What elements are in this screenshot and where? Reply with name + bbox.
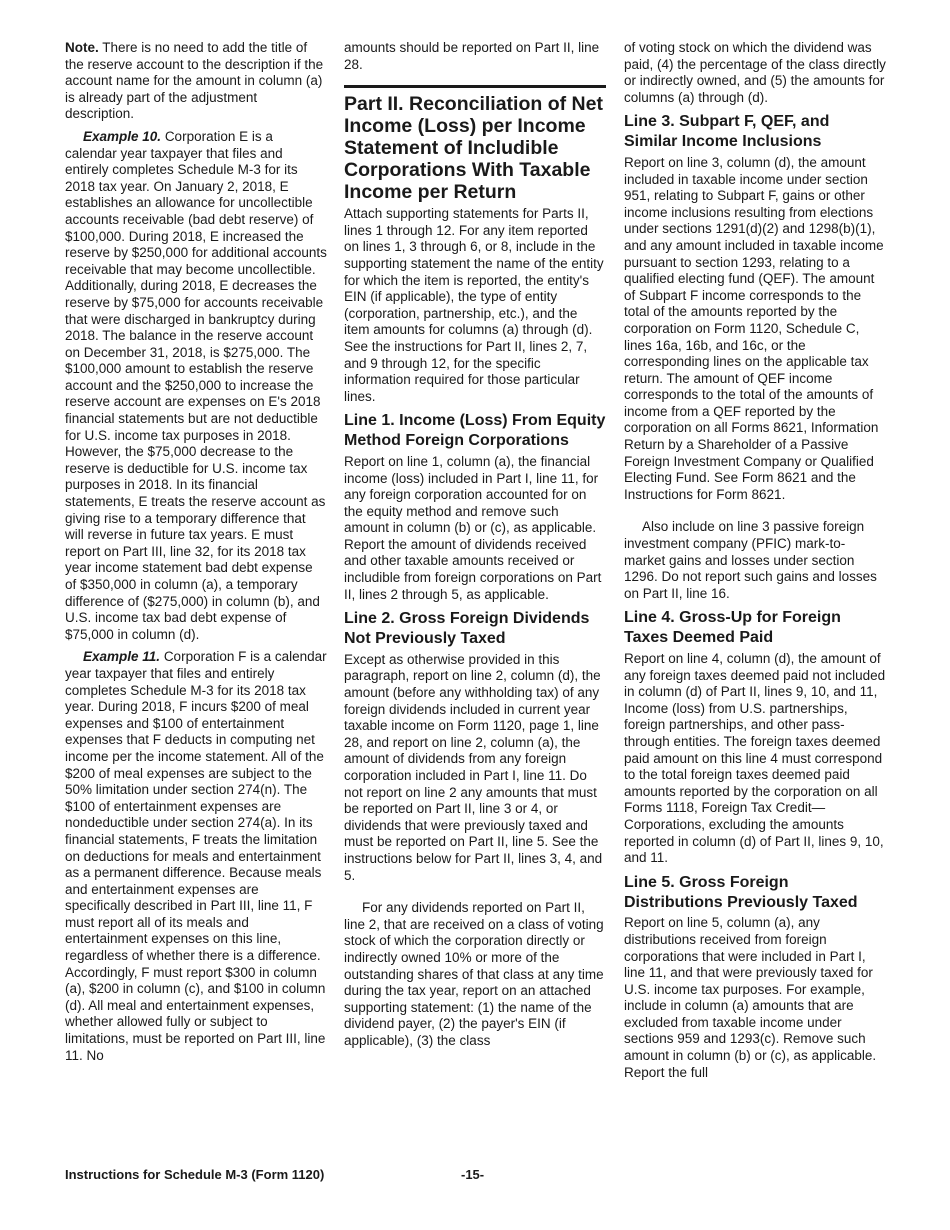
line-5-heading: Line 5. Gross Foreign Distributions Previously Taxed — [624, 873, 858, 911]
example-10-paragraph — [65, 129, 327, 643]
part-2-intro: Attach supporting statements for Parts II, lines 1 through 12. For any item reported on lines 1, 3 through 6, or 8, include in the supporting statement the name of the entity for which the item is reported, the entity's EIN (if applicable), the type of entity (corporation, partnership, etc.), and the item amounts for columns (a) through (d). See the instructions for Part II, lines 2, 7, and 9 through 12, for the specific information required for those particular lines. — [344, 206, 604, 404]
line-3-text-2: Also include on line 3 passive foreign investment company (PFIC) mark-to-market gains and losses under section 1296. Do not report such gains and losses on Part II, line 16. — [624, 519, 877, 601]
footer-title: Instructions for Schedule M-3 (Form 1120) — [65, 1167, 325, 1182]
line-4-heading: Line 4. Gross-Up for Foreign Taxes Deemed Paid — [624, 609, 841, 647]
example-11-text: Corporation F is a calendar year taxpayer that files and entirely completes Schedule M-3 for its 2018 tax year. During 2018, F incurs $200 of meal expenses and $100 of entertainment expenses that F deducts in computing net income per the income statement. All of the $200 of meal expenses are subject to the 50% limitation under section 274(n). The $100 of entertainment expenses are nondeductible under section 274(a). In its financial statements, F treats the limitation on deductions for meals and entertainment as a permanent difference. Because meals and entertainment expenses are specifically described in Part III, line 11, F must report all of its meals and entertainment expenses on this line, regardless of whether there is a difference. Accordingly, F must report $300 in column (a), $200 in column (c), and $100 in column (d). All meal and entertainment expenses, whether allowed fully or subject to limitations, must be reported on Part III, line 11. No — [65, 649, 327, 1063]
line-1-heading: Line 1. Income (Loss) From Equity Method Foreign Corporations — [344, 412, 606, 450]
example-10-label: Example 10. — [83, 128, 162, 144]
example-11-label: Example 11. — [83, 649, 161, 665]
column-3 — [624, 40, 886, 1081]
note-label: Note. — [65, 40, 99, 55]
example-10-text: Corporation E is a calendar year taxpayer that files and entirely completes Schedule M-3 for its 2018 tax year. On January 2, 2018, E establishes an allowance for uncollectible accounts receivable (bad debt reserve) of $100,000. During 2018, E increased the reserve by $250,000 for additional accounts receivable that may become uncollectible. Additionally, during 2018, E decreases the reserve by $75,000 for accounts receivable that were discharged in bankruptcy during 2018. The balance in the reserve account on December 31, 2018, is $275,000. The $100,000 amount to establish the reserve account and the $250,000 to increase the reserve account are expenses on E's 2018 financial statements but are not deductible for U.S. income tax purposes in 2018. However, the $75,000 decrease to the reserve is deductible for U.S. income tax purposes in 2018. In its financial statements, E treats the reserve account as giving rise to a temporary difference that will reverse in future tax years. E must report on Part III, line 32, for its 2018 tax year income statement bad debt expense of $350,000 in column (a), a temporary difference of ($275,000) in column (b), and U.S. income tax bad debt expense of $75,000 in column (d). — [65, 128, 327, 642]
part-2-heading: Part II. Reconciliation of Net Income (Loss) per Income Statement of Includible Corporations With Taxable Income per Return — [344, 93, 603, 204]
continued-text: amounts should be reported on Part II, line 28. — [344, 40, 600, 72]
line-3-heading: Line 3. Subpart F, QEF, and Similar Income Inclusions — [624, 113, 830, 151]
note-paragraph — [65, 40, 327, 123]
part-2-section — [344, 85, 606, 405]
column-1 — [65, 40, 327, 1064]
line-1-text: Report on line 1, column (a), the financial income (loss) included in Part I, line 11, for any foreign corporation accounted for on the equity method and remove such amount in column (b) or (c), as applicable. Report the amount of dividends received and other taxable amounts received or includible from foreign corporations on Part II, lines 2 through 5, as applicable. — [344, 453, 602, 602]
line-5-text: Report on line 5, column (a), any distributions received from foreign corporations that were included in Part I, line 11, and that were previously taxed for U.S. income tax purposes. For example, include in column (a) amounts that are excluded from taxable income under sections 959 and 1293(c). Remove such amount in column (b) or (c), as applicable. Report the full — [624, 915, 877, 1080]
line-2-text-2: For any dividends reported on Part II, line 2, that are received on a class of voting stock of which the corporation directly or indirectly owned 10% or more of the outstanding shares of that class at any time during the tax year, report on an attached supporting statement: (1) the name of the dividend payer, (2) the payer's EIN (if applicable), (3) the class — [344, 900, 604, 1048]
line-3-text-1: Report on line 3, column (d), the amount included in taxable income under section 951, relating to Subpart F, gains or other income inclusions resulting from elections under sections 1291(d)(2) and 1298(b)(1), and any amount included in taxable income pursuant to section 1293, relating to a qualified electing fund (QEF). The amount of Subpart F income corresponds to the total of the amounts reported by the corporation on Form 1120, Schedule C, lines 16a, 16b, and 16c, or the corresponding lines on the applicable tax return. The amount of QEF income corresponds to the total of the amounts of income from a QEF reported by the corporation on all Forms 8621, Information Return by a Shareholder of a Passive Foreign Investment Company or Qualified Electing Fund. See Form 8621 and the Instructions for Form 8621. — [624, 154, 884, 502]
note-text: There is no need to add the title of the reserve account to the description if the account name for the amount in column (a) is already part of the adjustment description. — [65, 40, 324, 122]
line-2-heading: Line 2. Gross Foreign Dividends Not Previously Taxed — [344, 610, 590, 648]
example-11-paragraph — [65, 649, 327, 1064]
page-number: -15- — [461, 1167, 485, 1182]
line-4-text: Report on line 4, column (d), the amount of any foreign taxes deemed paid not included in column (d) of Part II, lines 9, 10, and 11, Income (loss) from U.S. partnerships, foreign partnerships, and other pass-through entities. The foreign taxes deemed paid amount on this line 4 must correspond to the total foreign taxes deemed paid amounts reported by the corporation on all Forms 1118, Foreign Tax Credit—Corporations, excluding the amounts reported in column (d) of Part II, lines 9, 10, and 11. — [624, 651, 886, 866]
column-2 — [344, 40, 606, 1050]
line-2-text-1: Except as otherwise provided in this paragraph, report on line 2, column (d), the amount (before any withholding tax) of any foreign dividends included in current year taxable income on Form 1120, page 1, line 28, and report on line 2, column (a), the amount of dividends from any foreign corporation included in Part I, line 11. Do not report on line 2 any amounts that must be reported on Part II, line 3 or 4, or dividends that were previously taxed and must be reported on Part II, line 5. See the instructions below for Part II, lines 3, 4, and 5. — [344, 651, 603, 883]
continued-text: of voting stock on which the dividend was paid, (4) the percentage of the class directly or indirectly owned, and (5) the amounts for columns (a) through (d). — [624, 40, 886, 105]
